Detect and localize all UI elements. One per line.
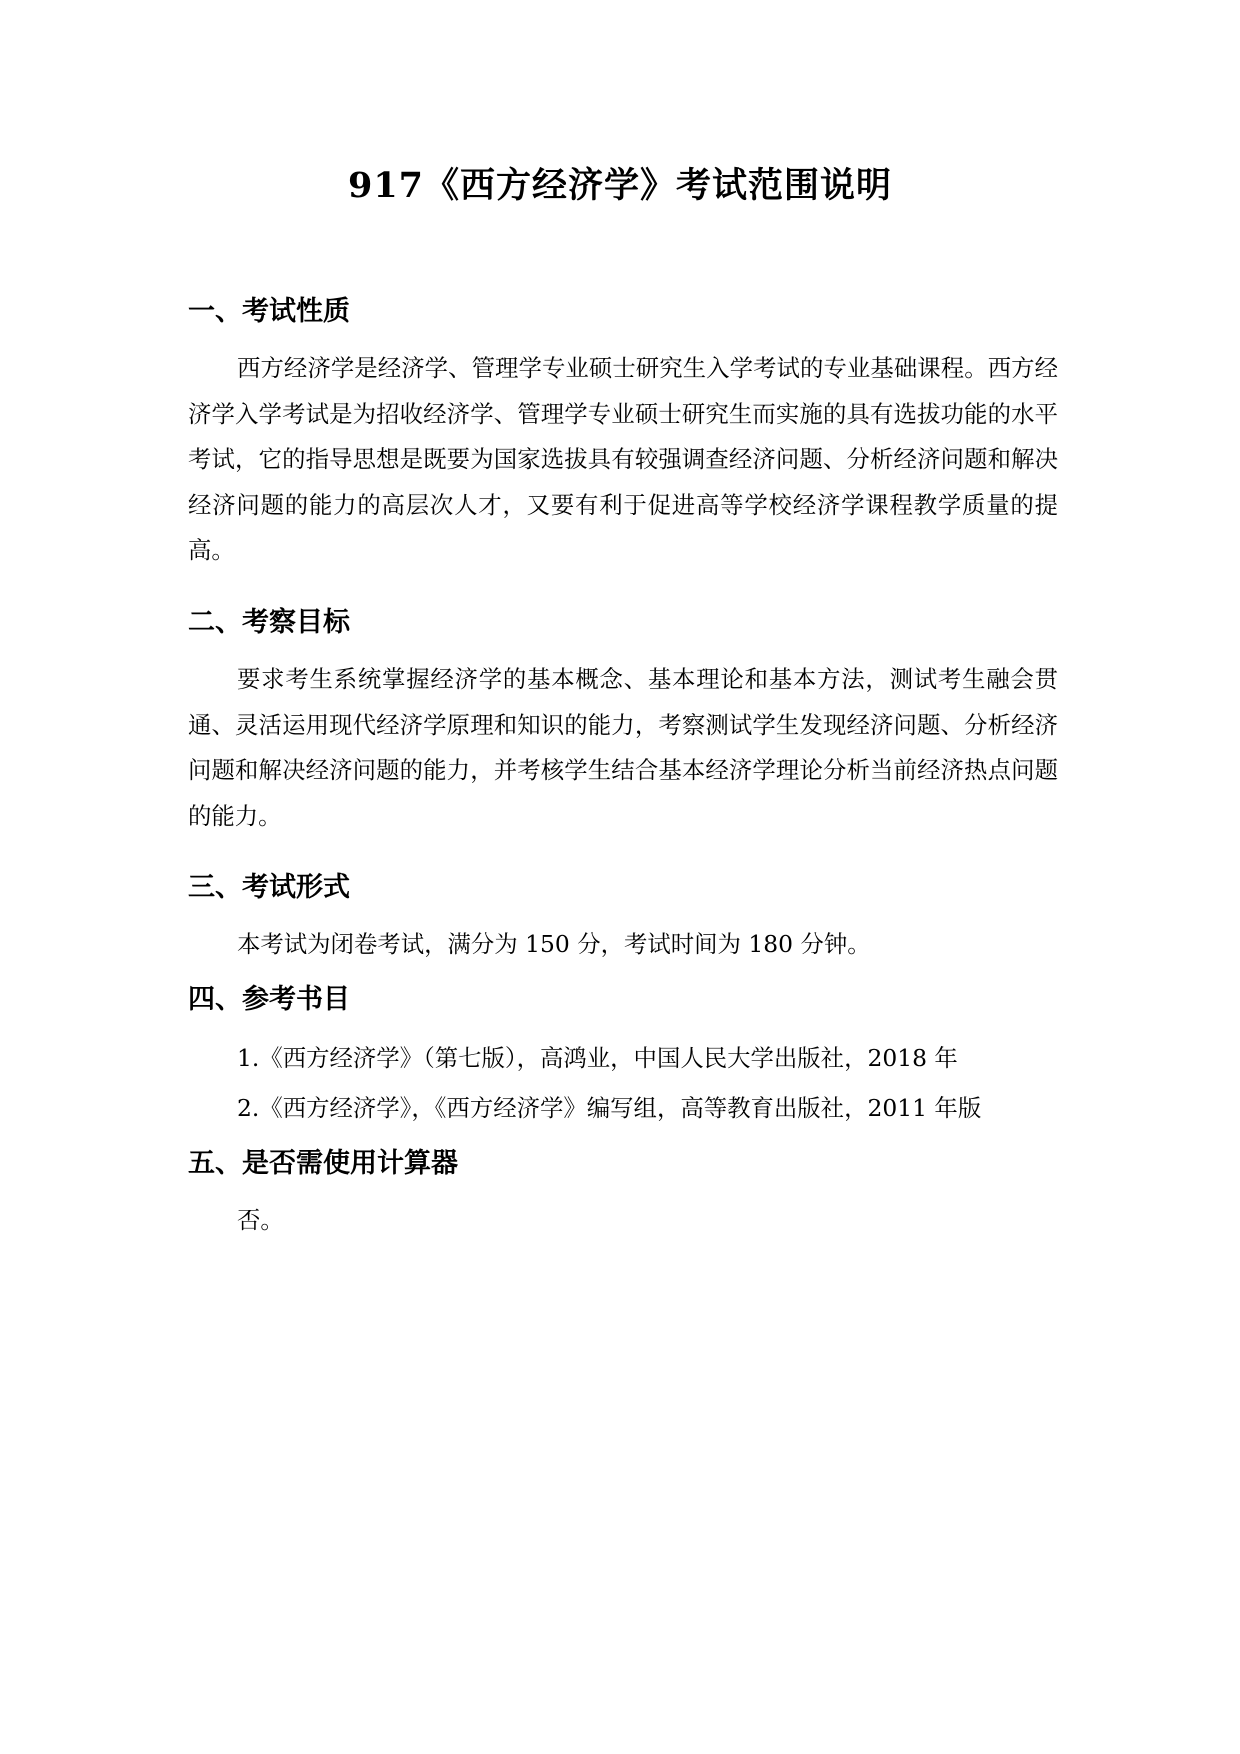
reference-item: 1.《西方经济学》（第七版），高鸿业，中国人民大学出版社，2018 年 [237, 1044, 958, 1072]
section-body-nature: 西方经济学是经济学、管理学专业硕士研究生入学考试的专业基础课程。西方经济学入学考试是为招收经济学、管理学专业硕士研究生而实施的具有选拔功能的水平考试，它的指导思想是既要为国家选拔具有较强调查经济问题、分析经济问题和解决经济问题的能力的高层次人才，又要有利于促进高等学校经济学课程教学质量的提高。 [188, 354, 1058, 564]
section-body-format: 本考试为闭卷考试，满分为 150 分，考试时间为 180 分钟。 [237, 930, 871, 958]
section-heading-calculator: 五、是否需使用计算器 [188, 1148, 458, 1179]
section-heading-references: 四、参考书目 [188, 984, 350, 1015]
reference-item: 2.《西方经济学》，《西方经济学》编写组，高等教育出版社，2011 年版 [237, 1094, 982, 1122]
section-heading-format: 三、考试形式 [188, 872, 350, 903]
document-title: 917《西方经济学》考试范围说明 [347, 165, 893, 206]
section-body-objectives: 要求考生系统掌握经济学的基本概念、基本理论和基本方法，测试考生融会贯通、灵活运用现代经济学原理和知识的能力，考察测试学生发现经济问题、分析经济问题和解决经济问题的能力，并考核学生结合基本经济学理论分析当前经济热点问题的能力。 [188, 665, 1058, 830]
section-body-calculator: 否。 [237, 1206, 284, 1234]
section-heading-objectives: 二、考察目标 [188, 607, 350, 638]
section-heading-nature: 一、考试性质 [188, 296, 350, 327]
